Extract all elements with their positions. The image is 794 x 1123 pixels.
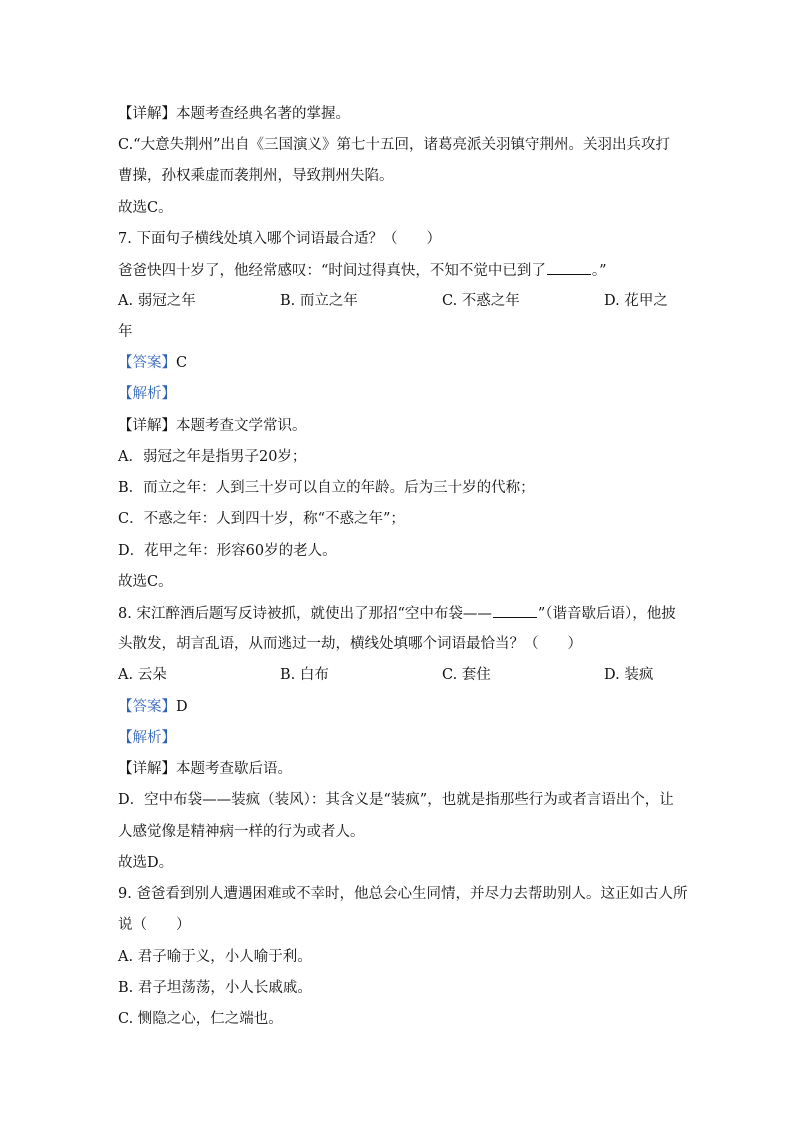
option-b: B. 君子坦荡荡，小人长戚戚。	[118, 980, 312, 996]
selection-line: 故选C。	[118, 200, 173, 216]
explanation-line: C．不惑之年：人到四十岁，称“不惑之年”；	[118, 511, 405, 527]
answer-value: D	[176, 699, 188, 715]
option-d-wrap: 年	[118, 324, 133, 340]
explanation-line: B．而立之年：人到三十岁可以自立的年龄。后为三十岁的代称；	[118, 480, 535, 496]
detail-line: 【详解】本题考查经典名著的掌握。	[118, 106, 350, 122]
explanation-line: A．弱冠之年是指男子20岁；	[118, 449, 307, 465]
explanation-line: D．花甲之年：形容60岁的老人。	[118, 543, 337, 559]
question-8	[118, 603, 684, 624]
option-a: A. 云朵	[118, 667, 167, 683]
sentence-part: 。”	[591, 263, 607, 279]
analysis-label: 【解析】	[118, 386, 176, 402]
answer-line	[118, 697, 684, 717]
question-part: ”（谐音歇后语），他披	[537, 606, 676, 622]
question-9: 9. 爸爸看到别人遭遇困难或不幸时，他总会心生同情，并尽力去帮助别人。这正如古人所	[118, 886, 688, 902]
selection-line: 故选D。	[118, 855, 174, 871]
question-7-sentence	[118, 260, 684, 281]
detail-line: 【详解】本题考查歇后语。	[118, 761, 292, 777]
answer-label: 【答案】	[118, 699, 176, 715]
option-d: D. 装疯	[604, 667, 654, 683]
answer-blank	[493, 603, 537, 618]
answer-value: C	[176, 355, 188, 371]
detail-line: 【详解】本题考查文学常识。	[118, 418, 307, 434]
question-7: 7. 下面句子横线处填入哪个词语最合适？（ ）	[118, 231, 441, 247]
question-8-cont: 头散发，胡言乱语，从而逃过一劫，横线处填哪个词语最恰当？（ ）	[118, 636, 582, 652]
explanation-line: D．空中布袋——装疯（装风）：其含义是“装疯”，也就是指那些行为或者言语出个，让	[118, 792, 674, 808]
sentence-part: 爸爸快四十岁了，他经常感叹：“时间过得真快，不知不觉中已到了	[118, 263, 546, 279]
explanation-line: 曹操，孙权乘虚而袭荆州，导致荆州失陷。	[118, 168, 394, 184]
option-b: B. 而立之年	[280, 293, 358, 309]
option-c: C. 不惑之年	[442, 293, 520, 309]
option-a: A. 弱冠之年	[118, 293, 196, 309]
option-a: A. 君子喻于义，小人喻于利。	[118, 949, 312, 965]
question-part: 8. 宋江醉酒后题写反诗被抓，就使出了那招“空中布袋——	[118, 606, 492, 622]
answer-label: 【答案】	[118, 355, 176, 371]
answer-blank	[547, 260, 591, 275]
explanation-line: C.“大意失荆州”出自《三国演义》第七十五回，诸葛亮派关羽镇守荆州。关羽出兵攻打	[118, 137, 671, 153]
question-9-cont: 说（ ）	[118, 917, 191, 933]
option-c: C. 恻隐之心，仁之端也。	[118, 1011, 283, 1027]
selection-line: 故选C。	[118, 574, 173, 590]
answer-line	[118, 353, 684, 373]
option-b: B. 白布	[280, 667, 329, 683]
option-c: C. 套住	[442, 667, 491, 683]
analysis-label: 【解析】	[118, 730, 176, 746]
explanation-line: 人感觉像是精神病一样的行为或者人。	[118, 824, 365, 840]
option-d: D. 花甲之	[604, 293, 668, 309]
